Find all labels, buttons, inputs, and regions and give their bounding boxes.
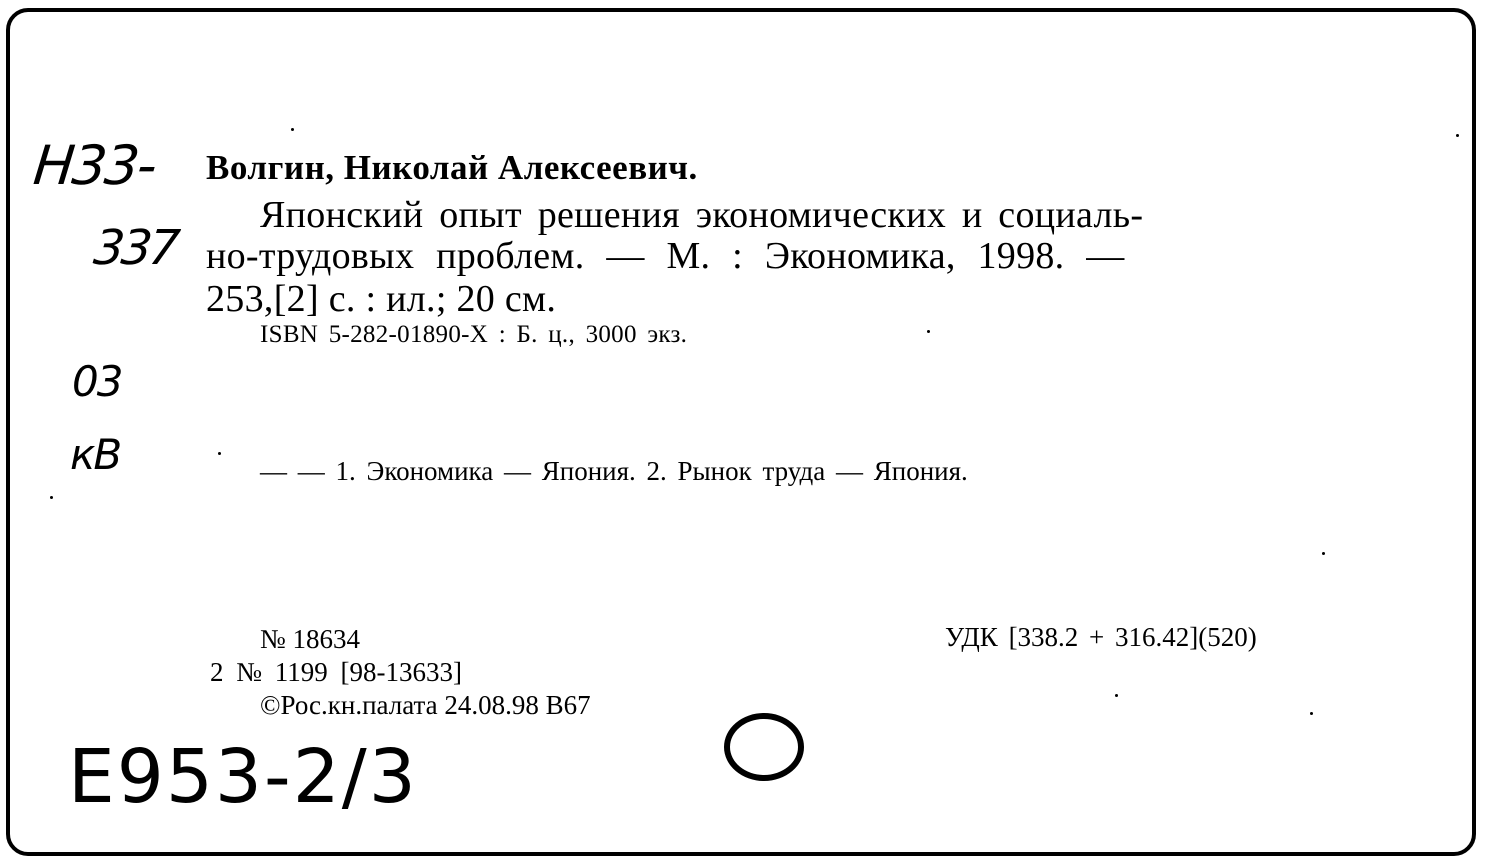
title-line-3: 253,[2] с. : ил.; 20 см. (206, 278, 557, 320)
isbn-line: ISBN 5-282-01890-X : Б. ц., 3000 экз. (260, 321, 688, 348)
subject-headings: — — 1. Экономика — Япония. 2. Рынок труда — Япония. (260, 456, 968, 486)
handwritten-call-number: Н33- (30, 134, 159, 197)
speck (1115, 694, 1118, 697)
handwritten-shelf-mark: Е953-2/3 (68, 734, 418, 820)
speck (927, 330, 930, 333)
handwritten-call-number-suffix: 337 (91, 220, 180, 276)
record-number-1: № 18634 (260, 624, 361, 654)
record-number-2: 2 № 1199 [98-13633] (210, 657, 462, 687)
speck (291, 128, 294, 131)
title-line-1: Японский опыт решения экономических и социаль- (260, 194, 1144, 236)
title-line-2: но-трудовых проблем. — М. : Экономика, 1998. — (206, 235, 1125, 277)
handwritten-mark-1: 03 (72, 357, 122, 406)
speck (1456, 134, 1459, 137)
speck (1322, 552, 1325, 555)
author-name: Волгин, Николай Алексеевич. (206, 148, 698, 187)
handwritten-mark-2: кВ (70, 430, 121, 479)
card-punch-hole (724, 713, 804, 781)
udk-code: УДК [338.2 + 316.42](520) (945, 622, 1257, 652)
speck (218, 452, 221, 455)
speck (1310, 712, 1313, 715)
book-chamber-line: ©Рос.кн.палата 24.08.98 В67 (260, 690, 591, 720)
catalog-card (6, 8, 1476, 856)
speck (50, 496, 53, 499)
